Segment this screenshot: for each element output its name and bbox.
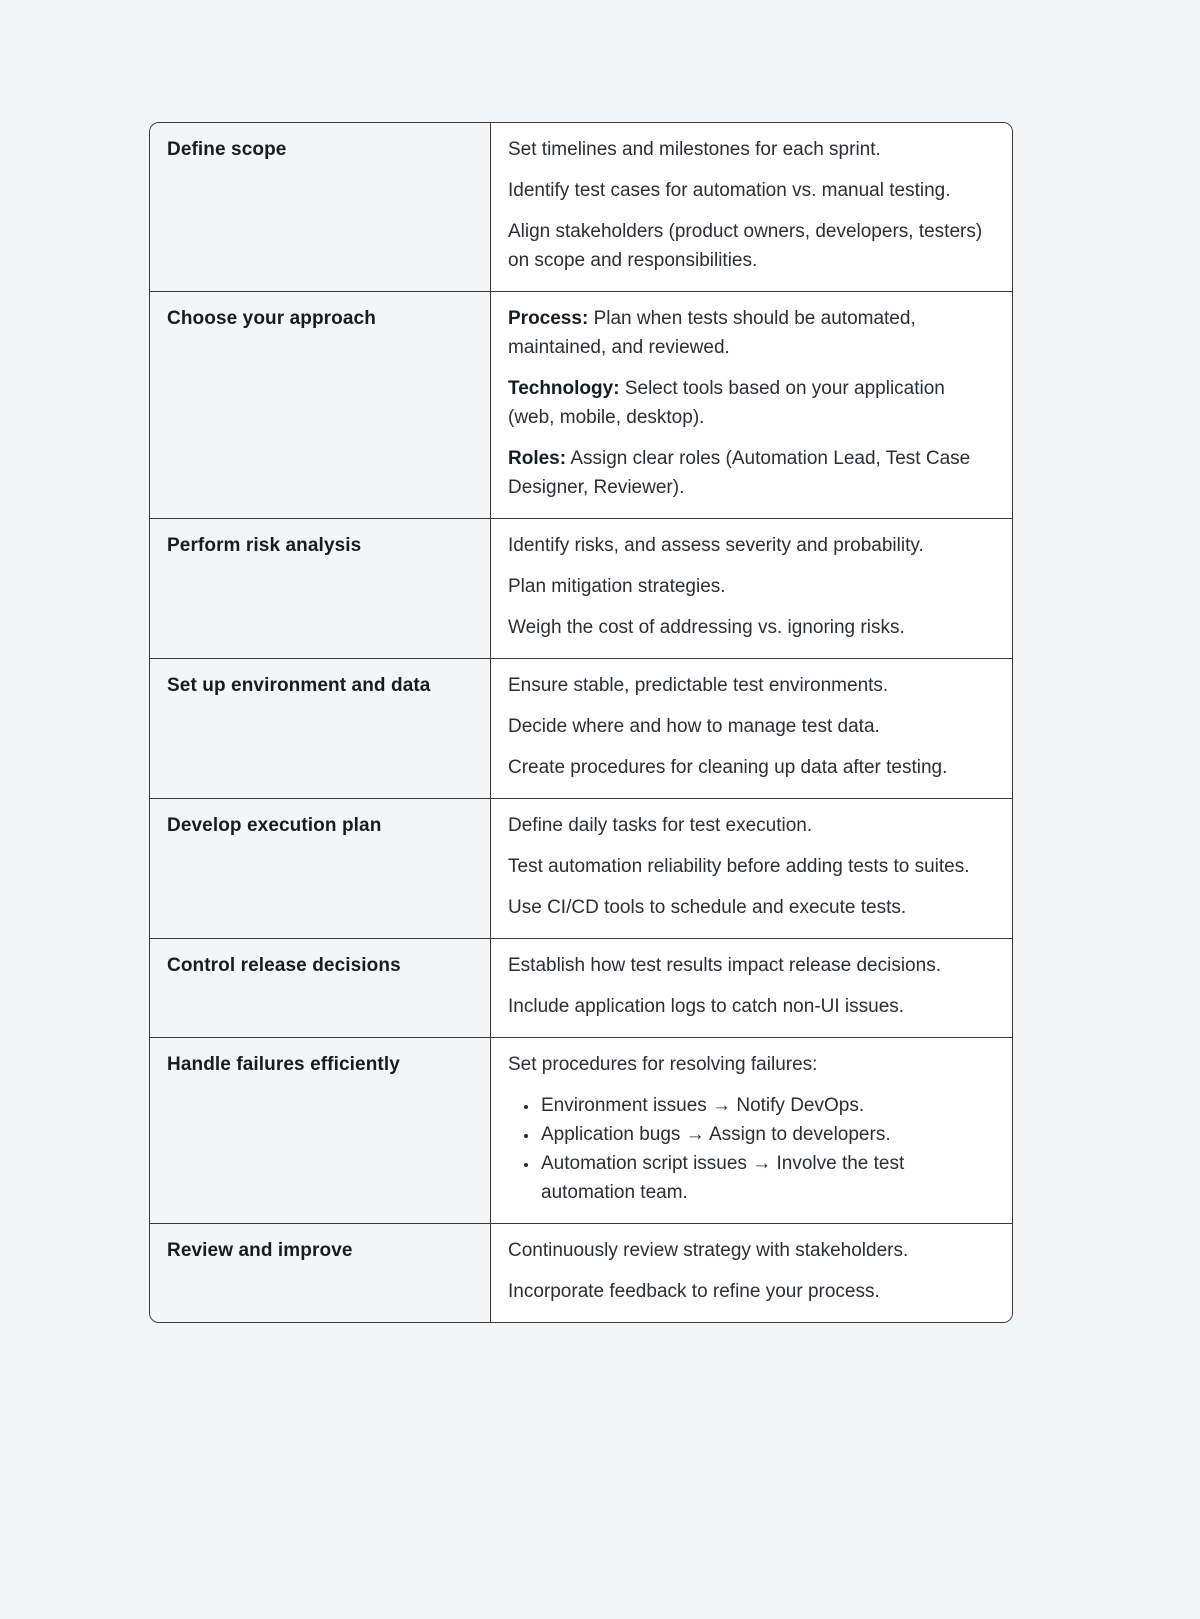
row-content-cell <box>491 519 1012 658</box>
row-content-cell <box>491 659 1012 798</box>
content-paragraph: Plan mitigation strategies. <box>508 576 726 597</box>
row-header-cell <box>150 659 491 798</box>
row-header: Develop execution plan <box>167 815 382 836</box>
row-header-cell <box>150 939 491 1037</box>
content-paragraph <box>508 304 995 362</box>
bullet-item: • Automation script issues → Involve the test automation team. <box>539 1149 995 1207</box>
row-header-cell <box>150 519 491 658</box>
table-row <box>150 938 1012 1037</box>
row-header: Choose your approach <box>167 308 376 329</box>
row-header: Define scope <box>167 139 287 160</box>
content-paragraph: Set timelines and milestones for each sprint. <box>508 139 881 160</box>
content-paragraph: Establish how test results impact release decisions. <box>508 955 941 976</box>
content-paragraph: Incorporate feedback to refine your process. <box>508 1281 880 1302</box>
paragraph-text: Plan when tests should be automated, maintained, and reviewed. <box>508 308 916 358</box>
table-row <box>150 1037 1012 1223</box>
row-content-cell <box>491 123 1012 291</box>
content-paragraph: Create procedures for cleaning up data after testing. <box>508 757 948 778</box>
content-paragraph: Align stakeholders (product owners, developers, testers) on scope and responsibilities. <box>508 221 983 271</box>
row-header-cell <box>150 799 491 938</box>
row-header: Handle failures efficiently <box>167 1054 400 1075</box>
strategy-table <box>149 122 1013 1323</box>
row-header-cell <box>150 1224 491 1322</box>
content-paragraph: Ensure stable, predictable test environments. <box>508 675 889 696</box>
paragraph-lead: Roles: <box>508 448 567 469</box>
content-paragraph: Define daily tasks for test execution. <box>508 815 813 836</box>
row-header: Review and improve <box>167 1240 353 1261</box>
content-paragraph: Use CI/CD tools to schedule and execute tests. <box>508 897 907 918</box>
content-paragraph: Test automation reliability before adding tests to suites. <box>508 856 970 877</box>
row-header: Perform risk analysis <box>167 535 362 556</box>
content-paragraph: Weigh the cost of addressing vs. ignoring risks. <box>508 617 905 638</box>
row-header: Control release decisions <box>167 955 401 976</box>
table-row <box>150 291 1012 518</box>
row-header-cell <box>150 292 491 518</box>
content-paragraph: Identify test cases for automation vs. manual testing. <box>508 180 951 201</box>
bullet-item: • Application bugs → Assign to developers. <box>539 1120 995 1149</box>
row-content-cell <box>491 1224 1012 1322</box>
row-content-cell <box>491 939 1012 1037</box>
table-row <box>150 518 1012 658</box>
row-header: Set up environment and data <box>167 675 431 696</box>
content-paragraph: Set procedures for resolving failures: <box>508 1054 818 1075</box>
content-paragraph: Identify risks, and assess severity and probability. <box>508 535 924 556</box>
row-header-cell <box>150 123 491 291</box>
row-header-cell <box>150 1038 491 1223</box>
table-row <box>150 123 1012 291</box>
content-paragraph <box>508 374 995 432</box>
content-paragraph: Include application logs to catch non-UI issues. <box>508 996 905 1017</box>
bullet-item: • Environment issues → Notify DevOps. <box>539 1091 995 1120</box>
content-bullets <box>508 1091 995 1207</box>
table-row <box>150 658 1012 798</box>
paragraph-lead: Process: <box>508 308 589 329</box>
row-content-cell <box>491 1038 1012 1223</box>
paragraph-lead: Technology: <box>508 378 620 399</box>
paragraph-text: Select tools based on your application (web, mobile, desktop). <box>508 378 945 428</box>
content-paragraph: Decide where and how to manage test data. <box>508 716 880 737</box>
row-content-cell <box>491 799 1012 938</box>
table-row <box>150 798 1012 938</box>
content-paragraph <box>508 444 995 502</box>
row-content-cell <box>491 292 1012 518</box>
paragraph-text: Assign clear roles (Automation Lead, Test Case Designer, Reviewer). <box>508 448 971 498</box>
content-paragraph: Continuously review strategy with stakeholders. <box>508 1240 909 1261</box>
table-row <box>150 1223 1012 1322</box>
